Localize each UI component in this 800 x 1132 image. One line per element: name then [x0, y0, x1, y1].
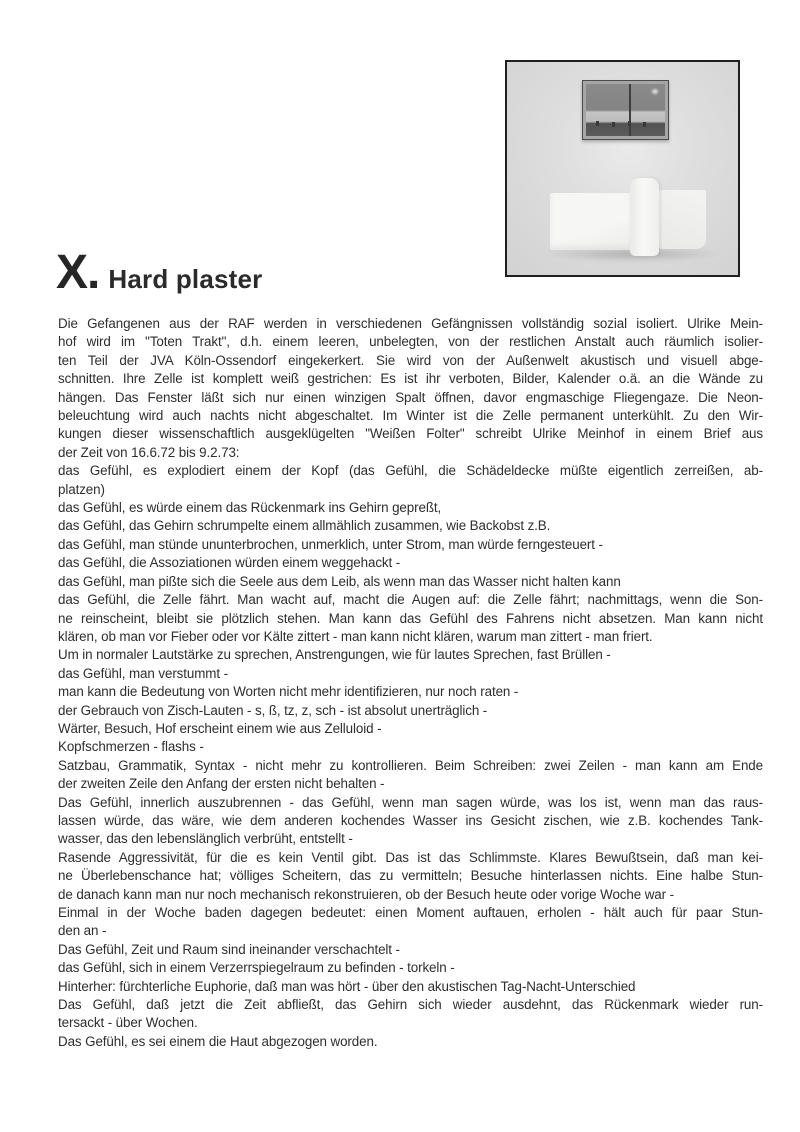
- text-line: Die Gefangenen aus der RAF werden in verschiedenen Gefängnissen vollständig sozial isoliert. Ulrike Mein-: [58, 316, 763, 331]
- text-line: Das Gefühl, Zeit und Raum sind ineinander verschachtelt -: [58, 941, 400, 957]
- text-line: Das Gefühl, es sei einem die Haut abgezogen worden.: [58, 1033, 378, 1049]
- text-line: Einmal in der Woche baden dagegen bedeutet: einen Moment auftauen, erholen - hält auch für paar Stun-: [58, 905, 763, 920]
- chapter-title: Hard plaster: [108, 264, 263, 294]
- text-line: Wärter, Besuch, Hof erscheint einem wie aus Zelluloid -: [58, 720, 382, 736]
- framed-picture-scene: [586, 84, 665, 136]
- text-line: Das Gefühl, daß jetzt die Zeit abfließt, das Gehirn sich wieder ausdehnt, das Rückenmark wieder run-: [58, 997, 763, 1013]
- text-line: den an -: [58, 923, 107, 939]
- text-line: Rasende Aggressivität, für die es kein Ventil gibt. Das ist das Schlimmste. Klares Bewußtsein, daß man kei-: [58, 849, 763, 865]
- text-line: der zweiten Zeile den Anfang der ersten nicht behalten -: [58, 776, 385, 792]
- plaster-block-left: [550, 193, 631, 250]
- text-line: Um in normaler Lautstärke zu sprechen, Anstrengungen, wie für lautes Sprechen, fast Brüllen -: [58, 647, 611, 663]
- text-line: das Gefühl, es explodiert einem der Kopf (das Gefühl, die Schädeldecke müßte eigentlich zerreißen, ab-: [58, 463, 763, 479]
- text-line: kungen dieser wissenschaftlich ausgeklügelten "Weißen Folter" schreibt Ulrike Meinhof in einem Brief aus: [58, 426, 763, 442]
- text-line: man kann die Bedeutung von Worten nicht mehr identifizieren, nur noch raten -: [58, 684, 519, 700]
- text-line: wasser, das den lebenslänglich verbrüht, entstellt -: [58, 831, 353, 847]
- text-line: klären, ob man vor Fieber oder vor Kälte zittert - man kann nicht klären, warum man zittert - man friert.: [58, 628, 653, 644]
- artwork-photo: [505, 60, 740, 277]
- plaster-block-right: [659, 190, 706, 249]
- plaster-roll: [630, 178, 659, 256]
- text-line: ten Teil der JVA Köln-Ossendorf eingekerkert. Sie wird von der Außenwelt akustisch und visuell abge-: [58, 352, 763, 368]
- text-line: ne reinscheint, bleibt sie plötzlich stehen. Man kann das Gefühl des Fahrens nicht absetzen. Man kann nicht: [58, 610, 763, 626]
- scene-pole: [629, 84, 631, 136]
- text-line: Satzbau, Grammatik, Syntax - nicht mehr zu kontrollieren. Beim Schreiben: zwei Zeilen - man kann am Ende: [58, 757, 763, 773]
- body-text: [58, 315, 763, 1051]
- text-line: das Gefühl, man pißte sich die Seele aus dem Leib, als wenn man das Wasser nicht halten kann: [58, 573, 621, 589]
- text-line: de danach kann man nur noch mechanisch rekonstruieren, ob der Besuch heute oder vorige Woche war -: [58, 886, 674, 902]
- text-line: das Gefühl, die Assoziationen würden einem weggehackt -: [58, 555, 401, 571]
- scene-marks: [596, 121, 599, 126]
- text-line: platzen): [58, 481, 105, 497]
- text-line: ne Überlebenschance hat; völliges Scheitern, das zu vermitteln; Besuche hinterlassen nichts. Eine halbe Stun-: [58, 868, 763, 884]
- text-line: hängen. Das Fenster läßt sich nur einen winzigen Spalt öffnen, davor engmaschige Fliegengaze. Die Neon-: [58, 389, 763, 405]
- text-line: tersackt - über Wochen.: [58, 1015, 198, 1031]
- text-line: beleuchtung wird auch nachts nicht abgeschaltet. Im Winter ist die Zelle permanent unterkühlt. Zu den Wir-: [58, 408, 763, 424]
- text-line: Das Gefühl, innerlich auszubrennen - das Gefühl, wenn man sagen würde, was los ist, wenn man das raus-: [58, 794, 763, 810]
- text-line: das Gefühl, das Gehirn schrumpelte einem allmählich zusammen, wie Backobst z.B.: [58, 518, 551, 534]
- scene-highlight: [652, 89, 658, 94]
- text-line: das Gefühl, sich in einem Verzerrspiegelraum zu befinden - torkeln -: [58, 960, 455, 976]
- text-line: Hinterher: fürchterliche Euphorie, daß man was hört - über den akustischen Tag-Nacht-Unterschied: [58, 978, 636, 994]
- text-line: lassen würde, das wäre, wie dem anderen kochendes Wasser ins Gesicht zischen, wie z.B. kochendes Tank-: [58, 812, 763, 828]
- text-line: Kopfschmerzen - flashs -: [58, 739, 204, 755]
- text-line: der Gebrauch von Zisch-Lauten - s, ß, tz, z, sch - ist absolut unerträglich -: [58, 702, 488, 718]
- framed-picture: [582, 80, 669, 140]
- text-line: schnitten. Ihre Zelle ist komplett weiß gestrichen: Es ist ihr verboten, Bilder, Kalender o.ä. an die Wände zu: [58, 371, 763, 387]
- text-line: hof wird im "Toten Trakt", d.h. einem leeren, unbelegten, von der restlichen Anstalt auch räumlich isolier-: [58, 334, 763, 350]
- chapter-numeral: X.: [56, 246, 100, 299]
- text-line: der Zeit von 16.6.72 bis 9.2.73:: [58, 444, 240, 460]
- text-line: das Gefühl, die Zelle fährt. Man wacht auf, macht die Augen auf: die Zelle fährt; nachmittags, wenn die Son-: [58, 592, 763, 608]
- text-line: das Gefühl, es würde einem das Rückenmark ins Gehirn gepreßt,: [58, 500, 442, 516]
- text-line: das Gefühl, man stünde ununterbrochen, unmerklich, unter Strom, man würde ferngesteuert -: [58, 536, 603, 552]
- text-line: das Gefühl, man verstummt -: [58, 665, 228, 681]
- page-title: [56, 246, 263, 299]
